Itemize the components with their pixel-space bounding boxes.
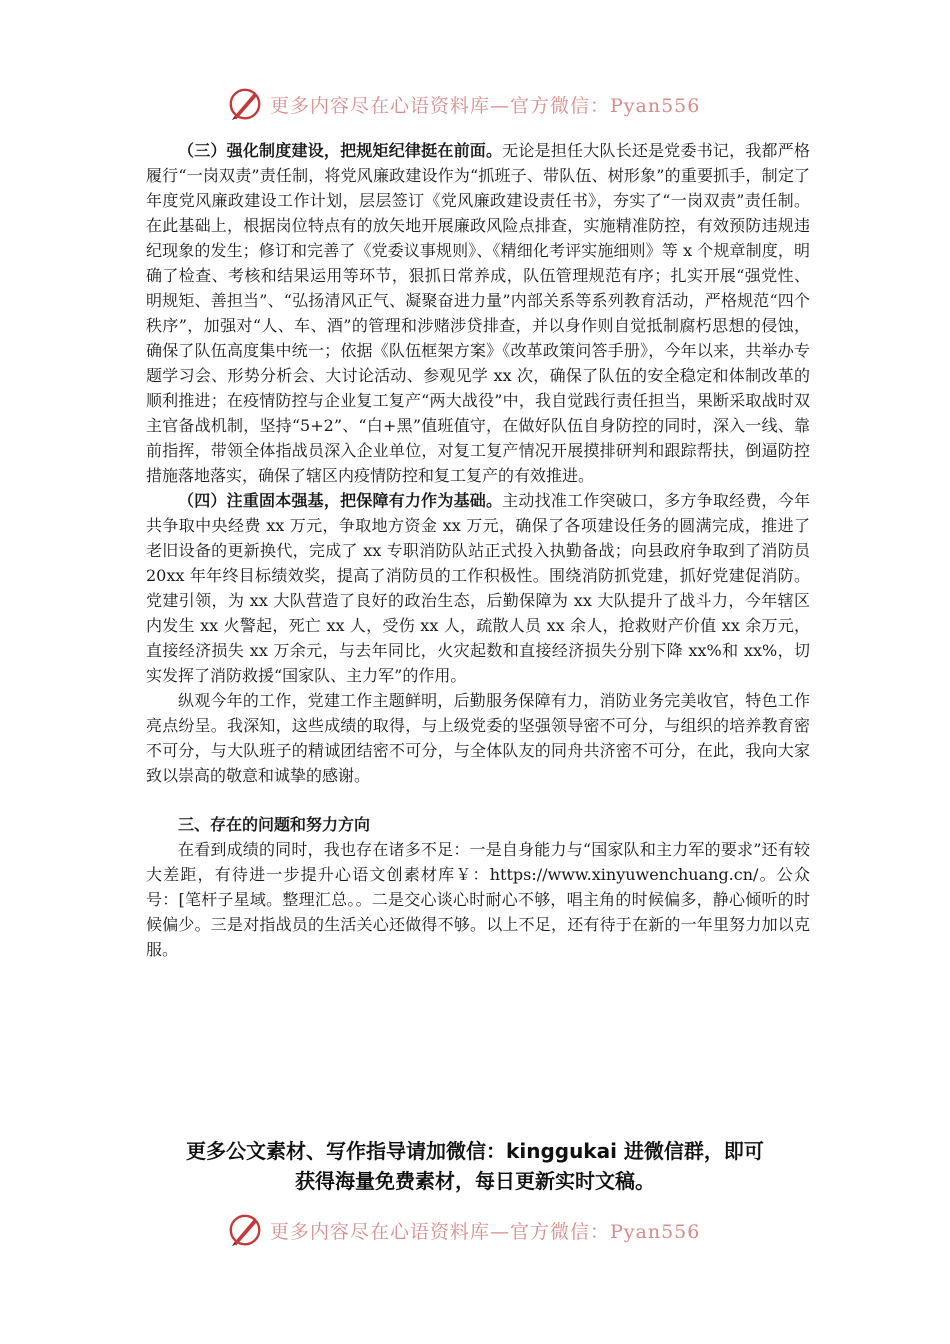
header-watermark-banner [226, 84, 700, 124]
banner-text: 更多内容尽在心语资料库—官方微信：Pyan556 [270, 94, 701, 117]
pen-logo-icon [226, 85, 264, 123]
document-body [146, 138, 810, 962]
banner-text: 更多内容尽在心语资料库—官方微信：Pyan556 [270, 1220, 701, 1243]
footer-watermark-banner [226, 1210, 700, 1250]
problems-heading: 三、存在的问题和努力方向 [178, 815, 371, 834]
promo-block [100, 1136, 850, 1196]
paragraph-summary: 纵观今年的工作，党建工作主题鲜明，后勤服务保障有力，消防业务完美收官，特色工作亮点纷呈。我深知，这些成绩的取得，与上级党委的坚强领导密不可分，与组织的培养教育密不可分，与大队班子的精诚团结密不可分，与全体队友的同舟共济密不可分，在此，我向大家致以崇高的敬意和诚挚的感谢。 [146, 691, 810, 785]
paragraph-problems: 在看到成绩的同时，我也存在诸多不足：一是自身能力与“国家队和主力军的要求”还有较大差距，有待进一步提升心语文创素材库￥：https://www.xinyuwenchuang.cn/。公众号：[笔杆子星域。整理汇总。。二是交心谈心时耐心不够，唱主角的时候偏多，静心倾听的时候偏少。三是对指战员的生活关心还做得不够。以上不足，还有待于在新的一年里努力加以克服。 [146, 840, 810, 959]
section-4-heading: （四）注重固本强基，把保障有力作为基础。 [178, 491, 503, 510]
paragraph-section-3 [146, 138, 810, 488]
promo-line-2: 获得海量免费素材，每日更新实时文稿。 [295, 1169, 655, 1193]
pen-logo-icon [226, 1211, 264, 1249]
section-3-heading: （三）强化制度建设，把规矩纪律挺在前面。 [178, 141, 503, 160]
section-3-body: 无论是担任大队长还是党委书记，我都严格履行“一岗双责”责任制，将党风廉政建设作为“抓班子、带队伍、树形象”的重要抓手，制定了年度党风廉政建设工作计划，层层签订《党风廉政建设责任书》，夯实了“一岗双责”责任制。在此基础上，根据岗位特点有的放矢地开展廉政风险点排查，实施精准防控，有效预防违规违纪现象的发生；修订和完善了《党委议事规则》、《精细化考评实施细则》等 x 个规章制度，明确了检查、考核和结果运用等环节，狠抓日常养成，队伍管理规范有序；扎实开展“强党性、明规矩、善担当”、“弘扬清风正气、凝聚奋进力量”内部关系等系列教育活动，严格规范“四个秩序”，加强对“人、车、酒”的管理和涉赌涉贷排查，并以身作则自觉抵制腐朽思想的侵蚀，确保了队伍高度集中统一；依据《队伍框架方案》《改革政策问答手册》，今年以来，共举办专题学习会、形势分析会、大讨论活动、参观见学 xx 次，确保了队伍的安全稳定和体制改革的顺利推进；在疫情防控与企业复工复产“两大战役”中，我自觉践行责任担当，果断采取战时双主官备战机制，坚持“5+2”、“白+黑”值班值守，在做好队伍自身防控的同时，深入一线、靠前指挥，带领全体指战员深入企业单位，对复工复产情况开展摸排研判和跟踪帮扶，倒逼防控措施落地落实，确保了辖区内疫情防控和复工复产的有效推进。 [146, 141, 810, 485]
section-4-body: 主动找准工作突破口，多方争取经费，今年共争取中央经费 xx 万元，争取地方资金 xx 万元，确保了各项建设任务的圆满完成，推进了老旧设备的更新换代，完成了 xx 专职消防队站正式投入执勤备战；向县政府争取到了消防员 20xx 年年终目标绩效奖，提高了消防员的工作积极性。围绕消防抓党建，抓好党建促消防。党建引领，为 xx 大队营造了良好的政治生态，后勤保障为 xx 大队提升了战斗力，今年辖区内发生 xx 火警起，死亡 xx 人，受伤 xx 人，疏散人员 xx 余人，抢救财产价值 xx 余万元，直接经济损失 xx 万余元，与去年同比，火灾起数和直接经济损失分别下降 xx%和 xx%，切实发挥了消防救援“国家队、主力军”的作用。 [146, 491, 810, 685]
paragraph-section-4 [146, 488, 810, 688]
promo-line-1: 更多公文素材、写作指导请加微信：kinggukai 进微信群，即可 [186, 1139, 764, 1163]
